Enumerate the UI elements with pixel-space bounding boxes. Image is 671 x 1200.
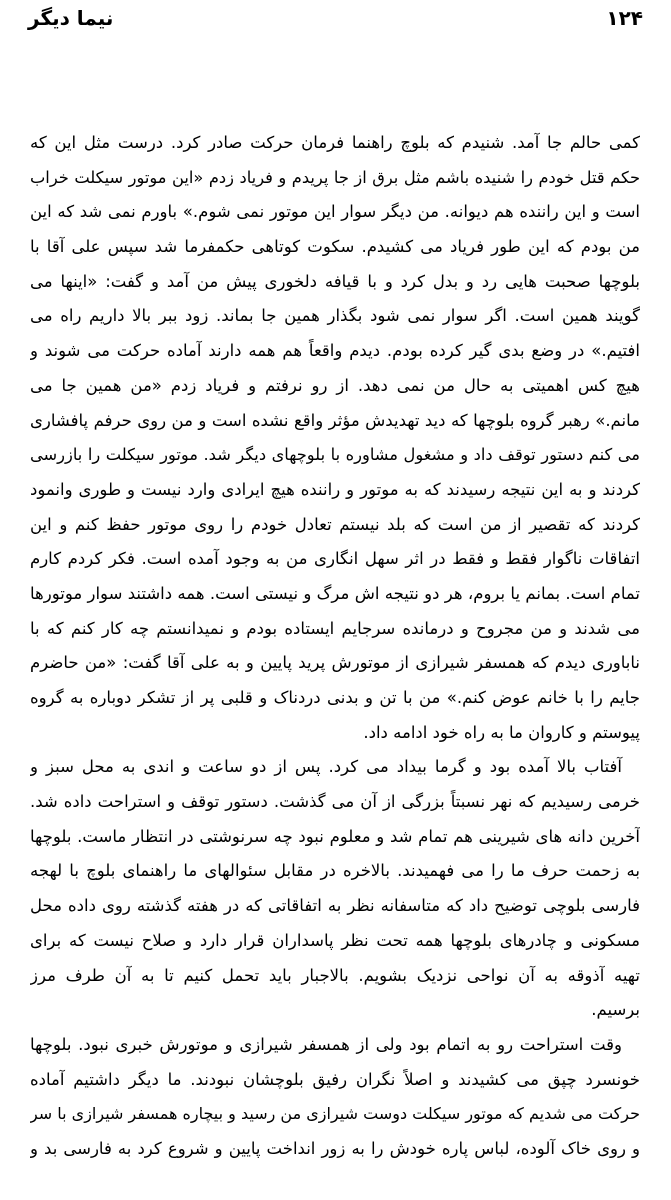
text-line: حکم قتل خودم را شنیده باشم مثل برق از جا پریدم و فریاد زدم «این موتور سیکلت خراب bbox=[30, 167, 640, 187]
text-line: است و این راننده هم دیوانه. من دیگر سوار این موتور نمی شوم.» باورم نمی شد که این bbox=[30, 202, 640, 222]
text-line: به زحمت حرف ما را می فهمیدند. بالاخره در مقابل سئوالهای ما راهنمای بلوچ با لهجه bbox=[30, 861, 640, 881]
text-line: افتیم.» در وضع بدی گیر کرده بودم. دیدم واقعاً هم همه دارند آماده حرکت می شوند و bbox=[30, 341, 640, 361]
paragraph-2 bbox=[30, 750, 640, 1028]
text-line: آفتاب بالا آمده بود و گرما بیداد می کرد. پس از دو ساعت و اندی به محل سبز و bbox=[30, 757, 622, 777]
text-line: پیوستم و کاروان ما به راه خود ادامه داد. bbox=[363, 722, 640, 742]
text-line: کمی حالم جا آمد. شنیدم که بلوچ راهنما فرمان حرکت صادر کرد. درست مثل این که bbox=[30, 133, 640, 152]
page-header bbox=[20, 6, 651, 36]
running-title: نیما دیگر bbox=[28, 6, 114, 30]
text-line: کردند و به این نتیجه رسیدند که به موتور و راننده هیچ ایرادی وارد نیست و طوری وانمود bbox=[30, 479, 640, 499]
text-line: می کنم دستور توقف داد و مشغول مشاوره با بلوچهای دیگر شد. موتور سیکلت را بازرسی bbox=[30, 445, 640, 465]
text-line: گویند همین است. اگر سوار نمی شود بگذار همین جا بماند. زود ببر بالا داریم راه می bbox=[30, 306, 640, 326]
text-line: وقت استراحت رو به اتمام بود ولی از همسفر شیرازی و موتورش خبری نبود. بلوچها bbox=[30, 1034, 622, 1054]
text-line: می شدند و من مجروح و درمانده سرجایم ایستاده بودم و نمیدانستم چه کار کنم که با bbox=[30, 618, 640, 638]
text-line: خونسرد چپق می کشیدند و اصلاً نگران رفیق بلوچشان نبودند. ما دیگر داشتیم آماده bbox=[30, 1069, 640, 1089]
body-text bbox=[30, 126, 640, 1167]
text-line: خرمی رسیدیم که نهر نسبتاً بزرگی از آن می گذشت. دستور توقف و استراحت داده شد. bbox=[30, 792, 640, 812]
text-line: تهیه آذوقه به آن نواحی نزدیک بشویم. بالاجبار باید تحمل کنیم تا به آن طرف مرز bbox=[30, 965, 640, 985]
text-line: و روی خاک آلوده، لباس پاره خودش را به زور انداخت پایین و شروع کرد به فارسی بد و bbox=[30, 1138, 640, 1158]
text-line: کردند که تقصیر از من است که بلد نیستم تعادل خودم را روی موتور حفظ کنم و این bbox=[30, 514, 640, 534]
text-line: برسیم. bbox=[591, 1000, 640, 1020]
text-line: حرکت می شدیم که موتور سیکلت دوست شیرازی من رسید و بیچاره همسفر شیرازی با سر bbox=[30, 1104, 640, 1124]
text-line: اتفاقات ناگوار فقط و فقط در اثر سهل انگاری من به وجود آمده است. فکر کردم کارم bbox=[30, 549, 640, 569]
text-line: من بودم که این طور فریاد می کشیدم. سکوت کوتاهی حکمفرما شد سپس علی آقا با bbox=[30, 237, 640, 257]
text-line: ناباوری دیدم که همسفر شیرازی از موتورش پرید پایین و به علی آقا گفت: «من حاضرم bbox=[30, 653, 640, 673]
paragraph-3 bbox=[30, 1028, 640, 1167]
text-line: مسکونی و چادرهای بلوچها همه تحت نظر پاسداران قرار دارد و صلاح نیست که برای bbox=[30, 930, 640, 950]
text-line: مانم.» رهبر گروه بلوچها که دید تهدیدش مؤثر واقع نشده است و من روی حرفم پافشاری bbox=[30, 410, 640, 430]
page-number: ۱۲۴ bbox=[606, 6, 643, 30]
text-line: آخرین دانه های شیرینی هم تمام شد و معلوم نبود چه سرنوشتی در انتظار ماست. بلوچها bbox=[30, 826, 640, 846]
text-line: تمام است. بمانم یا بروم، هر دو نتیجه اش مرگ و نیستی است. همه داشتند سوار موتورها bbox=[30, 583, 640, 603]
text-line: فارسی بلوچی توضیح داد که متاسفانه نظر به اتفاقاتی که در هفته گذشته روی داده محل bbox=[30, 896, 640, 916]
text-line: جایم را با خانم عوض کنم.» من با تن و بدنی دردناک و قلبی پر از تشکر دوباره به گروه bbox=[30, 688, 640, 707]
text-line: هیچ کس اهمیتی به حال من نمی دهد. از رو نرفتم و فریاد زدم «من همین جا می bbox=[30, 375, 640, 395]
paragraph-1 bbox=[30, 126, 640, 750]
text-line: بلوچها صحبت هایی رد و بدل کرد و با قیافه دلخوری پیش من آمد و گفت: «اینها می bbox=[30, 271, 640, 291]
